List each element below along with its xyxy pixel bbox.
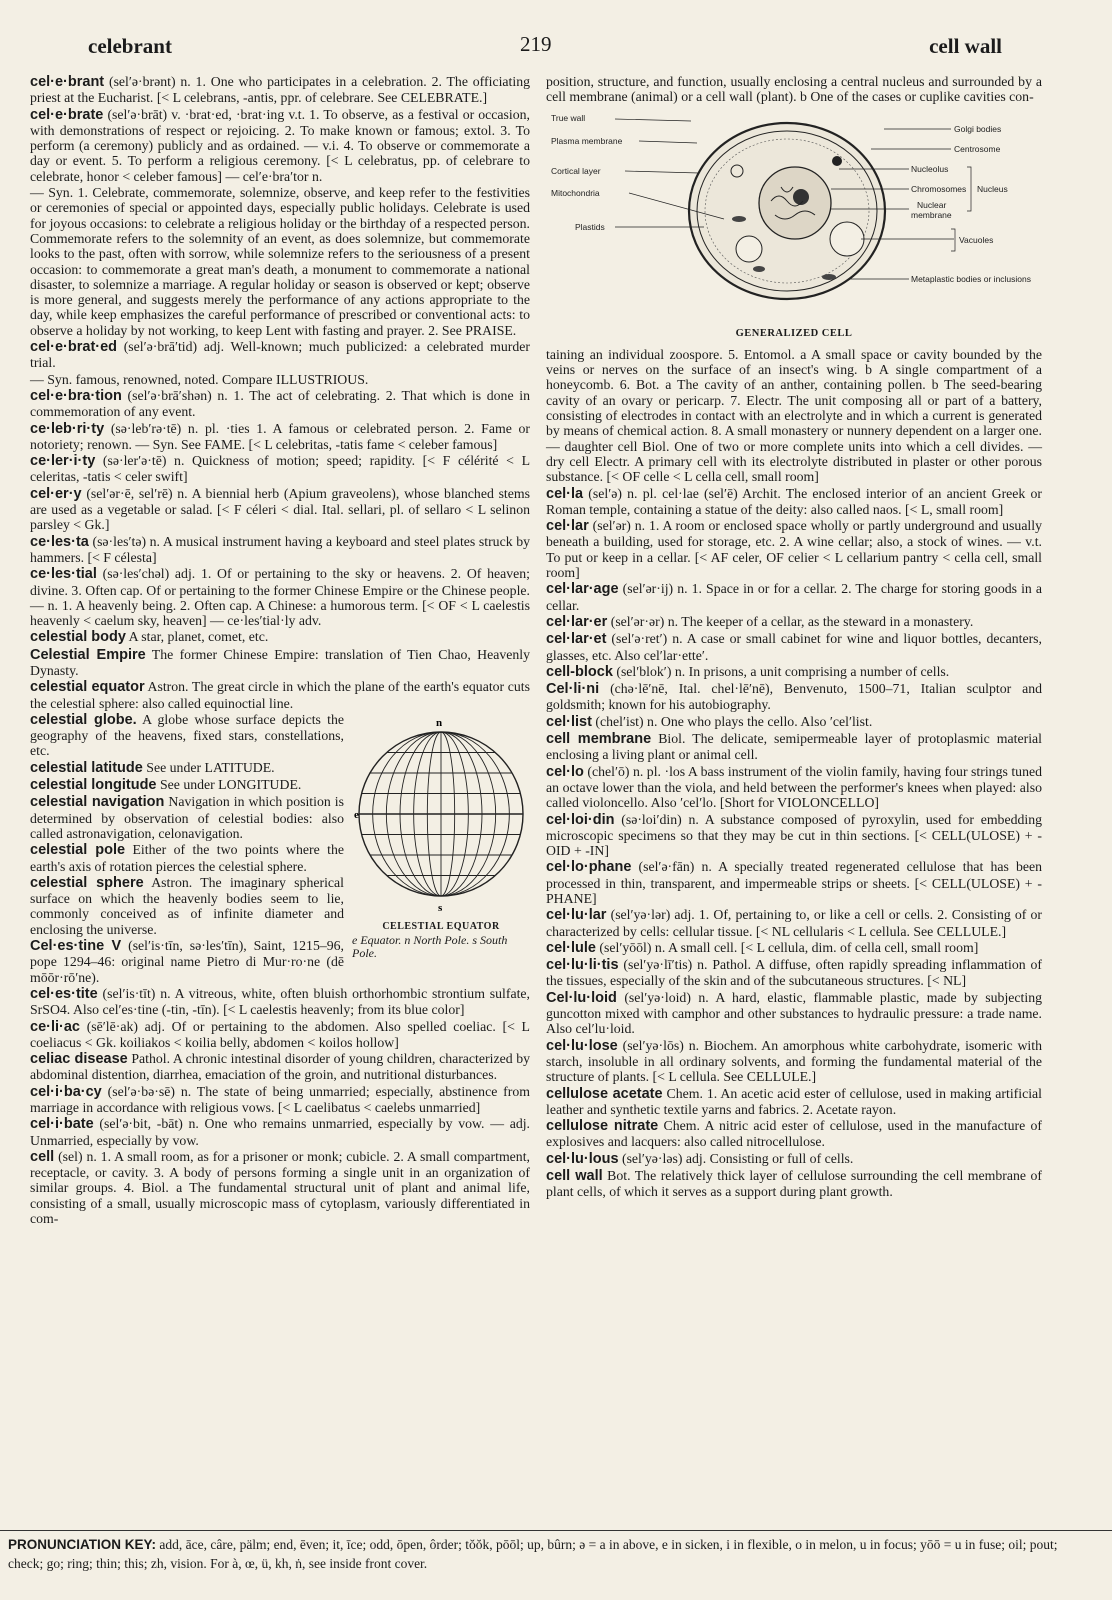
entry-definition: (sel′ə·bit, -bāt) n. One who remains unmarried, especially by vow. — adj. Unmarried, especially by vow. xyxy=(30,1116,530,1148)
dictionary-entry xyxy=(30,372,530,387)
entry-headword: celestial globe. xyxy=(30,711,137,728)
entry-definition: (sə·les′tə) n. A musical instrument having a keyboard and steel plates struck by hammers. [< F célesta] xyxy=(30,533,531,565)
guide-word-left: celebrant xyxy=(88,34,172,58)
entry-definition: (chel′ō) n. pl. ·los A bass instrument of the violin family, having four strings tuned an octave lower than the viola, and held between the performer's knees when played: also called violoncello. Also ′cel′lo. [Short for VIOLONCELLO] xyxy=(546,763,1042,811)
globe-label-e: e xyxy=(354,808,359,821)
entry-definition: (sel′yə·ləs) adj. Consisting or full of cells. xyxy=(621,1150,854,1166)
dictionary-entry xyxy=(546,664,1042,680)
cell-label-centrosome: Centrosome xyxy=(954,143,1001,154)
entry-definition: Pathol. A chronic intestinal disorder of young children, characterized by abdominal distention, diarrhea, emaciation of the groin, and nutritional disturbances. xyxy=(30,1051,530,1083)
cell-label-vacuoles: Vacuoles xyxy=(959,234,994,245)
entry-definition: (sel′ər·ij) n. 1. Space in or for a cellar. 2. The charge for storing goods in a cellar. xyxy=(546,581,1042,613)
entry-definition: (sel′is·tīt) n. A vitreous, white, often bluish orthorhombic strontium sulfate, SrSO4. Also cel′es·tine (-tin, -tīn). [< L caelestis heavenly; from its blue color] xyxy=(30,985,530,1018)
entry-definition: (sel′ə·brənt) n. 1. One who participates in a celebration. 2. The officiating priest at the Eucharist. [< L celebrans, -antis, ppr. of celebrare. See CELEBRATE.] xyxy=(30,74,530,106)
dictionary-entry xyxy=(546,681,1042,713)
entry-headword: celestial pole xyxy=(30,842,126,859)
entry-definition: taining an individual zoospore. 5. Entomol. a A small space or cavity bounded by the veins or nerves on the surface of an insect's wing. b A single compartment of a honeycomb. 6. Bot. a The cavity of an anther, containing pollen. b The seed-bearing cavity of an ovary or pericarp. 7. Electr. The unit composing all or part of a battery, consisting of electrodes in contact with an electrolyte and in which a current is generated by means of chemical action. 8. A small monastery or nunnery dependent on a larger one. — daughter cell Biol. One of two or more complete units into which a cell divides. — dry cell Electr. A primary cell with its electrolyte distributed in plaster or other porous substance. [< OF celle < L cella cell, small room] xyxy=(546,346,1042,485)
entry-definition: (sə·ler′ə·tē) n. Quickness of motion; speed; rapidity. [< F célérité < L celeritas, -tatis < celer swift] xyxy=(30,453,530,485)
entry-headword: cel·list xyxy=(546,713,592,730)
entry-headword: cel·la xyxy=(546,485,584,502)
dictionary-entry xyxy=(546,812,1042,859)
entry-headword: cel·lar·et xyxy=(546,631,607,648)
dictionary-entry xyxy=(30,986,530,1018)
entry-headword: cel·lar·age xyxy=(546,581,619,598)
entry-headword: cel·lo xyxy=(546,763,584,780)
cell-label-cortical-layer: Cortical layer xyxy=(551,165,601,176)
dictionary-entry xyxy=(546,581,1042,613)
entry-headword: celestial longitude xyxy=(30,777,157,794)
entry-headword: ce·li·ac xyxy=(30,1018,80,1035)
dictionary-entry xyxy=(546,940,1042,956)
dictionary-entry xyxy=(546,907,1042,939)
right-column xyxy=(546,74,1042,1530)
entry-definition: See under LATITUDE. xyxy=(146,759,275,775)
dictionary-entry xyxy=(546,990,1042,1037)
entry-headword: cel·es·tite xyxy=(30,985,98,1002)
dictionary-entry xyxy=(30,629,530,645)
entry-definition: See under LONGITUDE. xyxy=(159,777,302,793)
entry-definition: (sə·loi′din) n. A substance composed of pyroxylin, used for embedding microscopic specimens so that they may be cut in thin sections. [< CELL(ULOSE) + -OID + -IN] xyxy=(546,811,1042,859)
dictionary-entry xyxy=(546,859,1042,906)
cell-label-golgi: Golgi bodies xyxy=(954,123,1002,134)
entry-definition: (sel′yōōl) n. A small cell. [< L cellula, dim. of cella cell, small room] xyxy=(599,939,979,955)
entry-definition: (chel′ist) n. One who plays the cello. Also ′cel′list. xyxy=(595,713,873,729)
cell-label-plasma-membrane: Plasma membrane xyxy=(551,135,623,146)
dictionary-entry xyxy=(30,453,530,485)
entry-definition: (sel′yə·lōs) n. Biochem. An amorphous white carbohydrate, isomeric with starch, insoluble in all ordinary solvents, and forming the fundamental material of the structure of plants. [< L cellula. See CELLULE.] xyxy=(546,1037,1042,1085)
entry-headword: cel·lu·li·tis xyxy=(546,957,619,974)
dictionary-entry xyxy=(30,566,530,628)
entry-headword: Cel·lu·loid xyxy=(546,989,617,1006)
dictionary-entry xyxy=(546,631,1042,663)
entry-headword: cel·lar xyxy=(546,518,589,535)
dictionary-entry xyxy=(546,1086,1042,1118)
generalized-cell-figure xyxy=(546,109,1042,341)
left-entry-list xyxy=(30,74,530,711)
entry-headword: Cel·es·tine V xyxy=(30,938,122,955)
entry-definition: (sel′blok′) n. In prisons, a unit comprising a number of cells. xyxy=(616,663,950,679)
left-column xyxy=(30,74,530,1530)
entry-definition: (sel) n. 1. A small room, as for a prisoner or monk; cubicle. 2. A small compartment, receptacle, or cavity. 3. A body of persons forming a single unit in an organization of similar groups. 4. Biol. a The fundamental structural unit of plant and animal life, consisting of a small, usually microscopic mass of cytoplasm, variously differentiated in com- xyxy=(30,1148,530,1227)
entry-definition: Chem. A nitric acid ester of cellulose, used in the manufacture of explosives and lacquers: also called nitrocellulose. xyxy=(546,1118,1042,1150)
entry-definition: (sel′ər·ē, sel′rē) n. A biennial herb (Apium graveolens), whose blanched stems are used as a vegetable or salad. [< F céleri < dial. Ital. sellari, pl. of sellaro < L selinon parsley < Gk.] xyxy=(30,485,530,533)
entry-headword: ce·ler·i·ty xyxy=(30,453,96,470)
cell-illustration xyxy=(549,109,1039,324)
entry-headword: cell xyxy=(30,1148,55,1165)
entry-headword: cel·e·brant xyxy=(30,74,105,90)
dictionary-entry xyxy=(546,714,1042,730)
entry-headword: cel·lule xyxy=(546,939,596,956)
entry-definition: (sel′is·tīn, sə·les′tīn), Saint, 1215–96, pope 1294–46: original name Pietro di Mur·ro·ne (dē mōōr·rō′ne). xyxy=(30,938,344,985)
dictionary-entry xyxy=(30,339,530,371)
dictionary-entry xyxy=(546,1151,1042,1167)
cell-label-plastids: Plastids xyxy=(575,221,605,232)
dictionary-entry xyxy=(30,74,530,106)
dictionary-entry xyxy=(30,421,530,453)
entry-definition: Biol. The delicate, semipermeable layer of protoplasmic material enclosing a living plant or animal cell. xyxy=(546,731,1042,763)
entry-headword: ce·les·ta xyxy=(30,533,89,550)
entry-definition: (sel′yə·lər) adj. 1. Of, pertaining to, or like a cell or cells. 2. Consisting of or characterized by cells: cellular tissue. [< NL cellularis < L cellula. See CELLULE.] xyxy=(546,907,1043,939)
entry-definition: (sel′ə·brā′tid) adj. Well-known; much publicized: a celebrated murder trial. xyxy=(30,339,531,371)
dictionary-entry xyxy=(546,764,1042,811)
entry-definition: (sə·leb′rə·tē) n. pl. ·ties 1. A famous or celebrated person. 2. Fame or notoriety; renown. — Syn. See FAME. [< L celebritas, -tatis fame < celeber famous] xyxy=(30,420,530,452)
entry-definition: Either of the two points where the earth's axis of rotation pierces the celestial sphere. xyxy=(30,842,344,874)
entry-definition: (sel′yə·loid) n. A hard, elastic, flammable plastic, made by subjecting guncotton mixed with camphor and other substances to hydraulic pressure: a trade name. Also cel′lu·loid. xyxy=(546,989,1042,1037)
entry-headword: celestial latitude xyxy=(30,759,143,776)
entry-headword: cell-block xyxy=(546,663,613,680)
entry-headword: cel·e·bra·tion xyxy=(30,387,122,404)
entry-definition: (chə·lē′nē, Ital. chel·lē′nē), Benvenuto, 1500–71, Italian sculptor and goldsmith; known for his autobiography. xyxy=(546,681,1043,713)
entry-headword: celiac disease xyxy=(30,1051,128,1068)
right-intro-text: position, structure, and function, usually enclosing a central nucleus and surrounded by a cell membrane (animal) or a cell wall (plant). b One of the cases or cuplike cavities con- xyxy=(546,74,1042,105)
guide-word-right: cell wall xyxy=(929,34,1002,58)
entry-definition: — Syn. famous, renowned, noted. Compare ILLUSTRIOUS. xyxy=(30,371,369,387)
right-entry-list xyxy=(546,347,1042,1200)
globe-caption: CELESTIAL EQUATOR xyxy=(382,921,500,933)
dictionary-entry xyxy=(30,185,530,338)
dictionary-entry xyxy=(30,388,530,420)
entry-definition: (sē′lē·ak) adj. Of or pertaining to the abdomen. Also spelled coeliac. [< L coeliacus < Gk. koiliakos < koilia belly, abdomen < koilos hollow] xyxy=(30,1018,530,1050)
cell-label-nuclear: Nuclear xyxy=(917,199,947,210)
globe-note: e Equator. n North Pole. s South Pole. xyxy=(352,933,508,961)
entry-headword: cell membrane xyxy=(546,731,652,748)
entry-headword: cel·e·brat·ed xyxy=(30,339,118,356)
entry-definition: — Syn. 1. Celebrate, commemorate, solemnize, observe, and keep refer to the festivities or ceremonies of special or appointed days, especially public holidays. Celebrate is used for joyous occasions: to celebrate a religious holiday or the birthday of a respected person. Commemorate refers to the solemnity of an event, as does solemnize, but commemorate looks to the past, often with sorrow, while solemnize refers to the seriousness of a present occasion: to commemorate a great man's death, a monument to commemorate a national disaster, to solemnize a marriage. A regular holiday or season is observed or kept; observe is more general, and suggests merely the performance of any actions appropriate to the day, while keep emphasizes the careful performance of prescribed or conventional acts: to observe a holiday by not working, to keep Lent with fasting and prayer. 2. See PRAISE. xyxy=(30,185,530,338)
entry-headword: cellulose nitrate xyxy=(546,1118,659,1135)
entry-definition: (sel′yə·lī′tis) n. Pathol. A diffuse, often rapidly spreading inflammation of the tissues, especially of the skin and of the subcutaneous structures. [< NL] xyxy=(546,957,1042,989)
entry-definition: (sel′ə·bə·sē) n. The state of being unmarried; especially, abstinence from marriage in accordance with religious vows. [< L caelibatus < caelebs unmarried] xyxy=(30,1083,531,1115)
entry-headword: cel·i·bate xyxy=(30,1116,94,1133)
entry-headword: cel·lu·lar xyxy=(546,907,607,924)
cell-label-membrane: membrane xyxy=(911,209,952,220)
entry-headword: cell wall xyxy=(546,1168,603,1185)
cell-label-metaplastic: Metaplastic bodies or inclusions xyxy=(911,273,1032,284)
dictionary-entry xyxy=(546,731,1042,763)
page-number: 219 xyxy=(520,32,552,56)
entry-definition: (sə·les′chəl) adj. 1. Of or pertaining to the sky or heavens. 2. Of heaven; divine. 3. Often cap. Of or pertaining to the former Chinese Empire or the Chinese people. — n. 1. A heavenly being. 2. Often cap. A Chinese: a humorous term. [< OF < L caelestis heavenly < caelum sky, heaven] — ce·les′tial·ly adv. xyxy=(30,566,531,629)
celestial-equator-figure xyxy=(352,714,530,961)
entry-headword: cel·lu·lous xyxy=(546,1150,619,1167)
dictionary-entry xyxy=(546,1168,1042,1200)
entry-definition: (sel′ər·ər) n. The keeper of a cellar, as the steward in a monastery. xyxy=(610,613,974,629)
dictionary-entry xyxy=(546,518,1042,580)
entry-headword: cel·lo·phane xyxy=(546,859,632,876)
cell-label-mitochondria: Mitochondria xyxy=(551,187,600,198)
entry-headword: celestial equator xyxy=(30,679,145,696)
dictionary-entry xyxy=(30,1149,530,1226)
entry-definition: Astron. The great circle in which the plane of the earth's equator cuts the celestial sphere: also called equinoctial line. xyxy=(30,679,531,711)
entry-headword: cel·loi·din xyxy=(546,811,615,828)
entry-definition: (sel′ə·brā′shən) n. 1. The act of celebrating. 2. That which is done in commemoration of any event. xyxy=(30,387,530,420)
entry-definition: Chem. 1. An acetic acid ester of cellulose, used in making artificial leather and synthetic textile yarns and fabrics. 2. Acetate rayon. xyxy=(546,1085,1043,1117)
dictionary-entry xyxy=(546,614,1042,630)
entry-definition: Astron. The imaginary spherical surface on which the heavenly bodies seem to lie, commonly conceived as of infinite diameter and enclosing the universe. xyxy=(30,874,344,937)
entry-definition: The former Chinese Empire: translation of Tien Chao, Heavenly Dynasty. xyxy=(30,646,530,678)
entry-headword: celestial body xyxy=(30,629,126,646)
cell-label-chromosomes: Chromosomes xyxy=(911,183,967,194)
entry-definition: (sel′ə·ret′) n. A case or small cabinet for wine and liquor bottles, decanters, glasses, etc. Also cel′lar·ette′. xyxy=(546,631,1042,663)
entry-definition: Bot. The relatively thick layer of cellulose surrounding the cell membrane of plant cells, of which it serves as a support during plant growth. xyxy=(546,1168,1042,1200)
dictionary-entry xyxy=(546,347,1042,485)
entry-headword: Celestial Empire xyxy=(30,646,146,663)
cell-label-nucleolus: Nucleolus xyxy=(911,163,949,174)
entry-definition: (sel′ə·brāt) v. ·brat·ed, ·brat·ing v.t. 1. To observe, as a festival or occasion, with demonstrations of respect or rejoicing. 2. To make known or famous; extol. 3. To perform (a ceremony) publicly and as ordained. — v.i. 4. To observe or commemorate a day or event. 5. To perform a religious ceremony. [< L celebratus, pp. of celebrare to celebrate, honor < celeber famous] — cel′e·bra′tor n. xyxy=(30,106,530,184)
entry-headword: cel·lu·lose xyxy=(546,1037,618,1054)
cell-label-true-wall: True wall xyxy=(551,112,586,123)
globe-illustration xyxy=(356,714,526,914)
dictionary-entry xyxy=(30,679,530,711)
dictionary-entry xyxy=(30,486,530,533)
entry-headword: celestial sphere xyxy=(30,874,144,891)
entry-definition: Navigation in which position is determined by observation of celestial bodies: also called astronavigation, celonavigation. xyxy=(30,794,345,841)
dictionary-entry xyxy=(30,107,530,184)
entry-headword: Cel·li·ni xyxy=(546,681,600,698)
cell-caption: GENERALIZED CELL xyxy=(735,327,853,339)
entry-headword: cellulose acetate xyxy=(546,1085,663,1102)
dictionary-entry xyxy=(30,1051,530,1083)
dictionary-entry xyxy=(546,1118,1042,1150)
dictionary-entry xyxy=(546,957,1042,989)
globe-label-s: s xyxy=(438,901,443,914)
pronunciation-key-text: add, āce, câre, pälm; end, ēven; it, īce; odd, ōpen, ôrder; tŏŏk, pōōl; up, bûrn; ə = a in above, e in sicken, i in flexible, o in melon, u in focus; yōō = u in fuse; oil; pout; check; go; ring; thin; this; zh, vision. For à, œ, ü, kh, ṅ, see inside front cover. xyxy=(8,1537,1058,1571)
entry-headword: cel·e·brate xyxy=(30,106,104,123)
dictionary-entry xyxy=(30,1116,530,1148)
entry-definition: (sel′ər) n. 1. A room or enclosed space wholly or partly underground and usually beneath a building, used for storage, etc. 2. A wine cellar; also, a stock of wines. — v.t. To put or keep in a cellar. [< AF celer, OF celier < L cellarium pantry < cella cell, small room] xyxy=(546,518,1043,581)
dictionary-entry xyxy=(30,647,530,679)
entry-headword: cel·lar·er xyxy=(546,613,608,630)
pronunciation-key xyxy=(0,1530,1112,1600)
dictionary-entry xyxy=(546,1038,1042,1085)
entry-headword: ce·les·tial xyxy=(30,566,97,583)
entry-headword: cel·i·ba·cy xyxy=(30,1083,102,1100)
entry-definition: (sel′ə·fān) n. A specially treated regenerated cellulose that has been processed in thin, transparent, and impermeable strips or sheets. [< CELL(ULOSE) + -PHANE] xyxy=(546,859,1043,906)
entry-headword: celestial navigation xyxy=(30,794,165,811)
dictionary-entry xyxy=(30,534,530,566)
pronunciation-key-label: PRONUNCIATION KEY: xyxy=(8,1537,156,1552)
globe-label-n: n xyxy=(436,716,443,729)
entry-headword: ce·leb·ri·ty xyxy=(30,420,105,437)
dictionary-entry xyxy=(546,486,1042,518)
dictionary-entry xyxy=(30,1019,530,1051)
entry-definition: A globe whose surface depicts the geography of the heavens, fixed stars, constellations, etc. xyxy=(30,711,344,759)
entry-definition: (sel′ə) n. pl. cel·lae (sel′ē) Archit. The enclosed interior of an ancient Greek or Roman temple, containing a statue of the deity: also called naos. [< L, small room] xyxy=(546,485,1043,517)
dictionary-entry xyxy=(30,1084,530,1116)
entry-definition: A star, planet, comet, etc. xyxy=(128,629,269,645)
cell-label-nucleus: Nucleus xyxy=(977,183,1008,194)
entry-headword: cel·er·y xyxy=(30,485,82,502)
